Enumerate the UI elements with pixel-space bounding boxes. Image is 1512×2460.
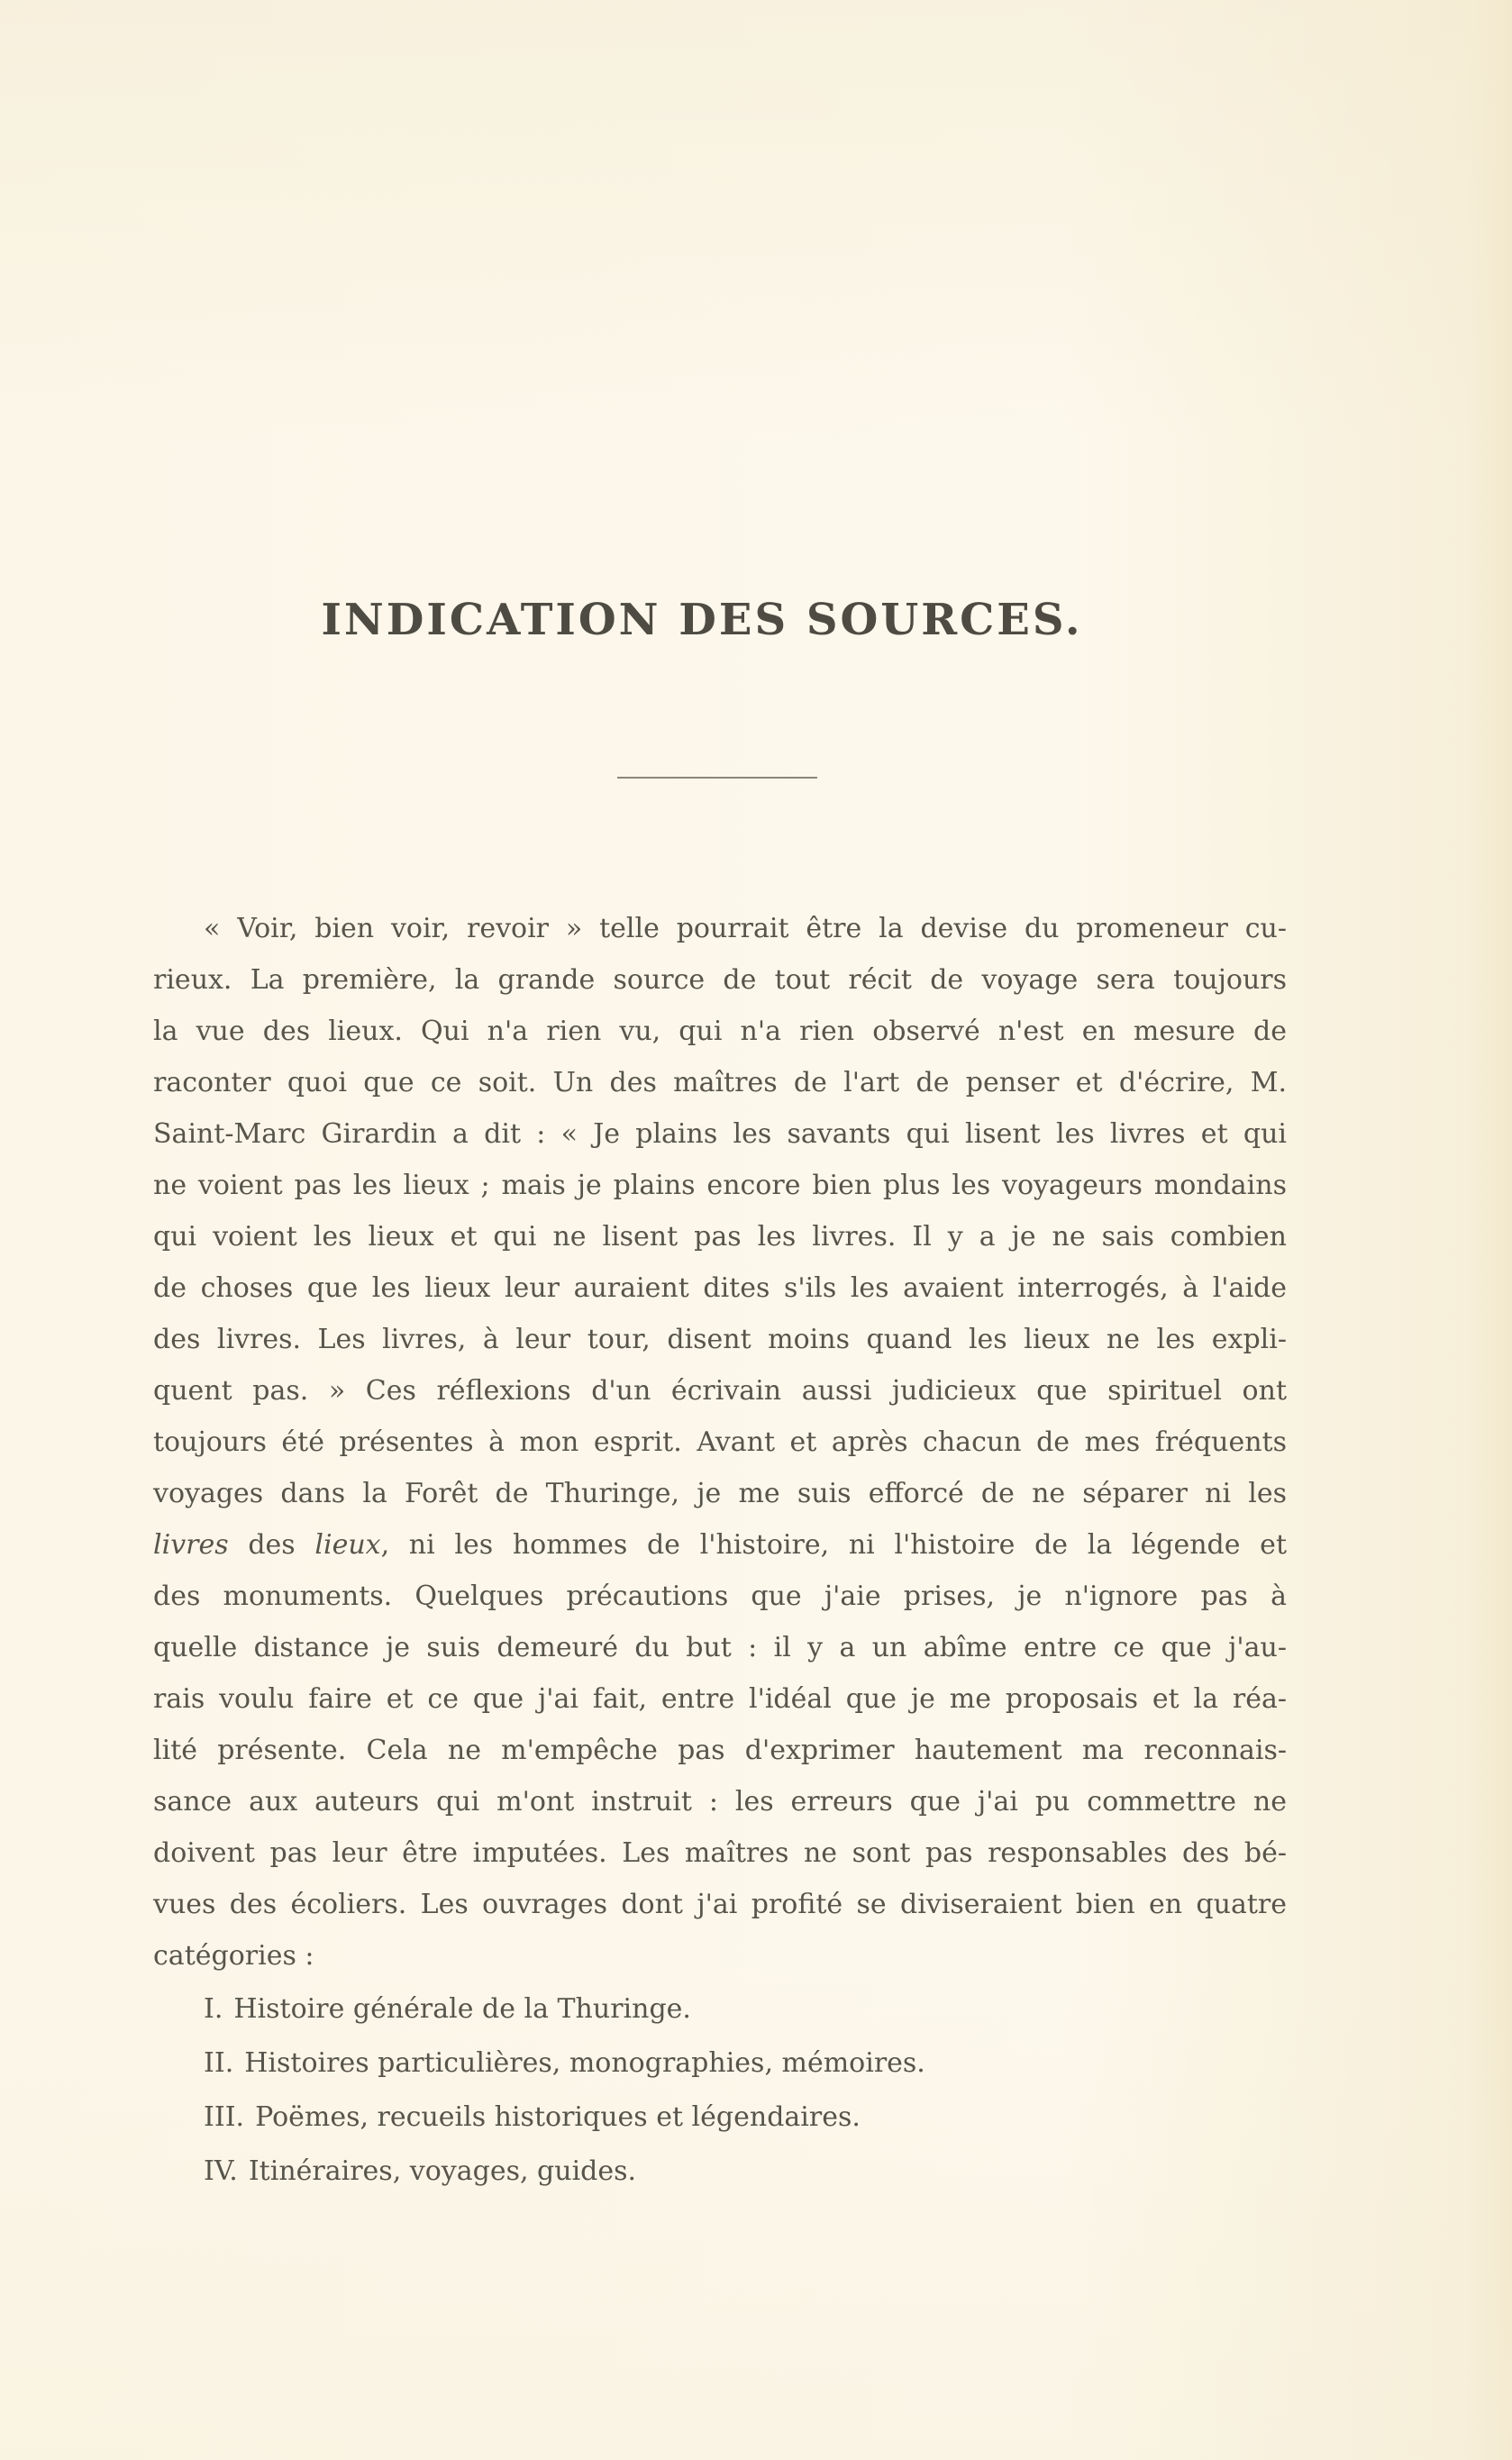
body-paragraph <box>153 903 1287 1982</box>
paragraph-line <box>153 954 1287 1006</box>
paragraph-line <box>153 1827 1287 1879</box>
paragraph-line <box>153 1006 1287 1057</box>
text-segment: doivent pas leur être imputées. Les maîtres ne sont pas responsables des bé- <box>153 1837 1287 1869</box>
text-segment: rieux. La première, la grande source de tout récit de voyage sera toujours <box>153 964 1287 996</box>
text-segment: raconter quoi que ce soit. Un des maîtres de l'art de penser et d'écrire, M. <box>153 1067 1287 1098</box>
text-segment: Saint-Marc Girardin a dit : « Je plains les savants qui lisent les livres et qui <box>153 1118 1287 1150</box>
italic-text: livres <box>153 1529 229 1561</box>
text-segment: des livres. Les livres, à leur tour, disent moins quand les lieux ne les expli- <box>153 1324 1287 1355</box>
text-segment: quelle distance je suis demeuré du but : il y a un abîme entre ce que j'au- <box>153 1632 1287 1663</box>
category-numeral: II. <box>204 2047 234 2079</box>
text-segment: des <box>228 1529 315 1561</box>
category-numeral: III. <box>204 2101 245 2133</box>
paragraph-line <box>153 1571 1287 1622</box>
category-label: Histoire générale de la Thuringe. <box>233 1993 691 2025</box>
paragraph-line <box>153 1930 1287 1982</box>
page-title: INDICATION DES SOURCES. <box>321 595 1083 646</box>
paragraph-line <box>153 1057 1287 1108</box>
text-segment: qui voient les lieux et qui ne lisent pas les livres. Il y a je ne sais combien <box>153 1221 1287 1253</box>
category-label: Histoires particulières, monographies, mémoires. <box>244 2047 925 2079</box>
paragraph-line <box>153 1108 1287 1160</box>
italic-text: lieux <box>314 1529 381 1561</box>
text-segment: toujours été présentes à mon esprit. Avant et après chacun de mes fréquents <box>153 1426 1287 1458</box>
text-segment: la vue des lieux. Qui n'a rien vu, qui n'a rien observé n'est en mesure de <box>153 1016 1287 1047</box>
text-segment: lité présente. Cela ne m'empêche pas d'exprimer hautement ma reconnais- <box>153 1735 1287 1766</box>
paragraph-line <box>153 1365 1287 1417</box>
text-segment: quent pas. » Ces réflexions d'un écrivain aussi judicieux que spirituel ont <box>153 1375 1287 1407</box>
paragraph-line <box>153 1468 1287 1519</box>
paragraph-line <box>153 1879 1287 1930</box>
text-segment: , ni les hommes de l'histoire, ni l'histoire de la légende et <box>380 1529 1287 1561</box>
paragraph-line <box>153 1673 1287 1725</box>
category-numeral: I. <box>204 1993 223 2025</box>
paragraph-line <box>153 1417 1287 1468</box>
category-label: Poëmes, recueils historiques et légendaires. <box>255 2101 861 2133</box>
paragraph-line <box>153 1211 1287 1262</box>
paragraph-line <box>153 903 1287 954</box>
text-segment: des monuments. Quelques précautions que j'aie prises, je n'ignore pas à <box>153 1581 1287 1612</box>
paragraph-line <box>153 1519 1287 1571</box>
text-segment: vues des écoliers. Les ouvrages dont j'ai profité se diviseraient bien en quatre <box>153 1889 1287 1920</box>
paragraph-line <box>153 1776 1287 1827</box>
source-category-item <box>204 2145 1285 2199</box>
category-list <box>204 1982 1285 2199</box>
text-segment: voyages dans la Forêt de Thuringe, je me suis efforcé de ne séparer ni les <box>153 1478 1287 1509</box>
paragraph-line <box>153 1314 1287 1365</box>
category-numeral: IV. <box>204 2155 238 2187</box>
paragraph-line <box>153 1622 1287 1673</box>
paragraph-line <box>153 1262 1287 1314</box>
paragraph-line <box>153 1160 1287 1211</box>
text-segment: sance aux auteurs qui m'ont instruit : les erreurs que j'ai pu commettre ne <box>153 1786 1287 1818</box>
paragraph-line <box>153 1725 1287 1776</box>
text-segment: ne voient pas les lieux ; mais je plains encore bien plus les voyageurs mondains <box>153 1170 1287 1201</box>
source-category-item <box>204 2036 1285 2091</box>
text-segment: catégories : <box>153 1940 314 1972</box>
source-category-item <box>204 2091 1285 2145</box>
source-category-item <box>204 1982 1285 2036</box>
text-segment: de choses que les lieux leur auraient dites s'ils les avaient interrogés, à l'aide <box>153 1272 1287 1304</box>
section-divider <box>617 777 817 779</box>
text-segment: « Voir, bien voir, revoir » telle pourrait être la devise du promeneur cu- <box>204 913 1287 944</box>
text-segment: rais voulu faire et ce que j'ai fait, entre l'idéal que je me proposais et la réa- <box>153 1683 1287 1715</box>
category-label: Itinéraires, voyages, guides. <box>248 2155 637 2187</box>
